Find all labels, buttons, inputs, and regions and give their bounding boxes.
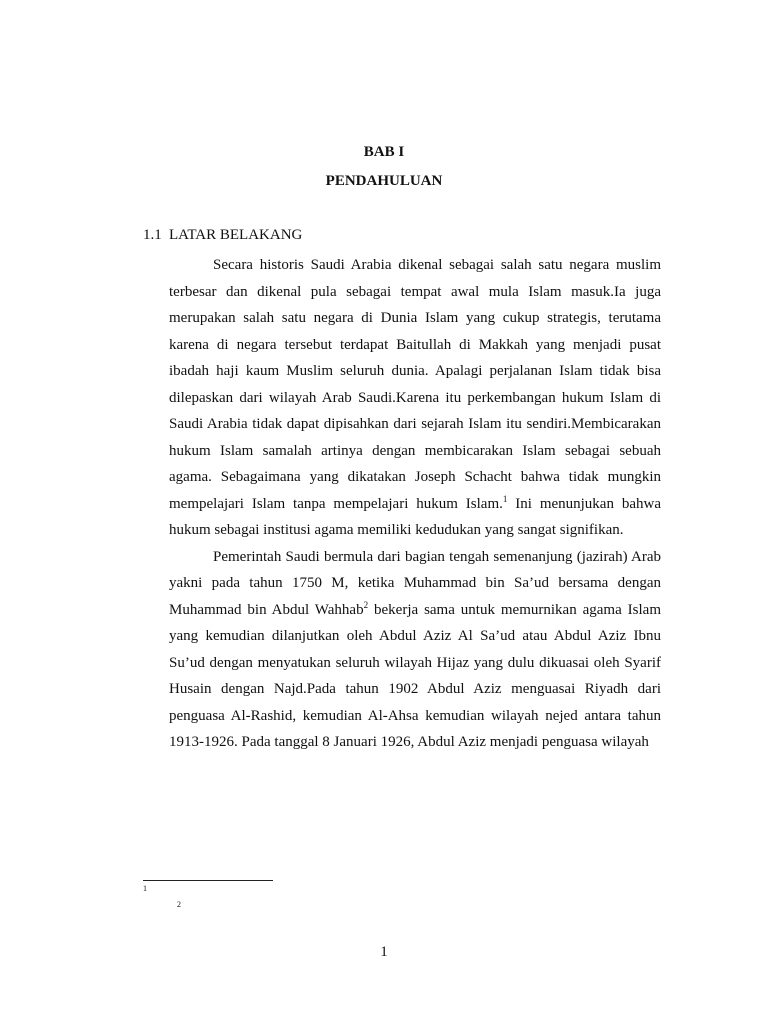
section-number: 1.1 — [143, 227, 162, 243]
footnote-separator — [143, 880, 273, 881]
paragraph-2-text-b: bekerja sama untuk memurnikan agama Islam yang kemudian dilanjutkan oleh Abdul Aziz Al Sa’ud atau Abdul Aziz Ibnu Su’ud dengan menyatukan seluruh wilayah Hijaz yang dulu dikuasai oleh Syarif Husain dengan Najd.Pada tahun 1902 Abdul Aziz menguasai Riyadh dari penguasa Al-Rashid, kemudian Al-Ahsa kemudian wilayah nejed antara tahun 1913-1926. Pada tanggal 8 Januari 1926, Abdul Aziz menjadi penguasa wilayah — [169, 601, 661, 750]
footnote-ref-2[interactable]: 2 — [363, 599, 369, 610]
page-number: 1 — [380, 944, 388, 960]
paragraph-1-text-a: Secara historis Saudi Arabia dikenal sebagai salah satu negara muslim terbesar dan dikenal pula sebagai tempat awal mula Islam masuk.Ia juga merupakan salah satu negara di Dunia Islam yang cukup strategis, terutama karena di negara tersebut terdapat Baitullah di Makkah yang menjadi pusat ibadah haji kaum Muslim seluruh dunia. Apalagi perjalanan Islam tidak bisa dilepaskan dari wilayah Arab Saudi.Karena itu perkembangan hukum Islam di Saudi Arabia tidak dapat dipisahkan dari sejarah Islam itu sendiri.Membicarakan hukum Islam samalah artinya dengan membicarakan Islam sebagai sebuah agama. Sebagaimana yang dikatakan Joseph Schacht bahwa tidak mungkin mempelajari Islam tanpa mempelajari hukum Islam. — [169, 257, 661, 512]
chapter-number: BAB I — [363, 144, 405, 160]
paragraph-2-text-a: Pemerintah Saudi bermula dari bagian tengah semenanjung (jazirah) Arab yakni pada tahun 1750 M, ketika Muhammad bin Sa’ud bersama dengan Muhammad bin Abdul Wahhab — [169, 548, 661, 618]
paragraph-1 — [169, 252, 661, 544]
footnote-mark-2: 2 — [177, 900, 181, 909]
footnote-mark-1: 1 — [143, 884, 147, 893]
paragraph-2 — [169, 544, 661, 756]
chapter-title: PENDAHULUAN — [325, 173, 443, 189]
section-heading — [143, 227, 302, 244]
paragraph-1-text-b: Ini menunjukan bahwa hukum sebagai institusi agama memiliki kedudukan yang sangat signifikan. — [169, 495, 661, 538]
body-text — [169, 252, 661, 756]
footnote-ref-1[interactable]: 1 — [502, 493, 508, 504]
section-title: LATAR BELAKANG — [169, 227, 303, 243]
